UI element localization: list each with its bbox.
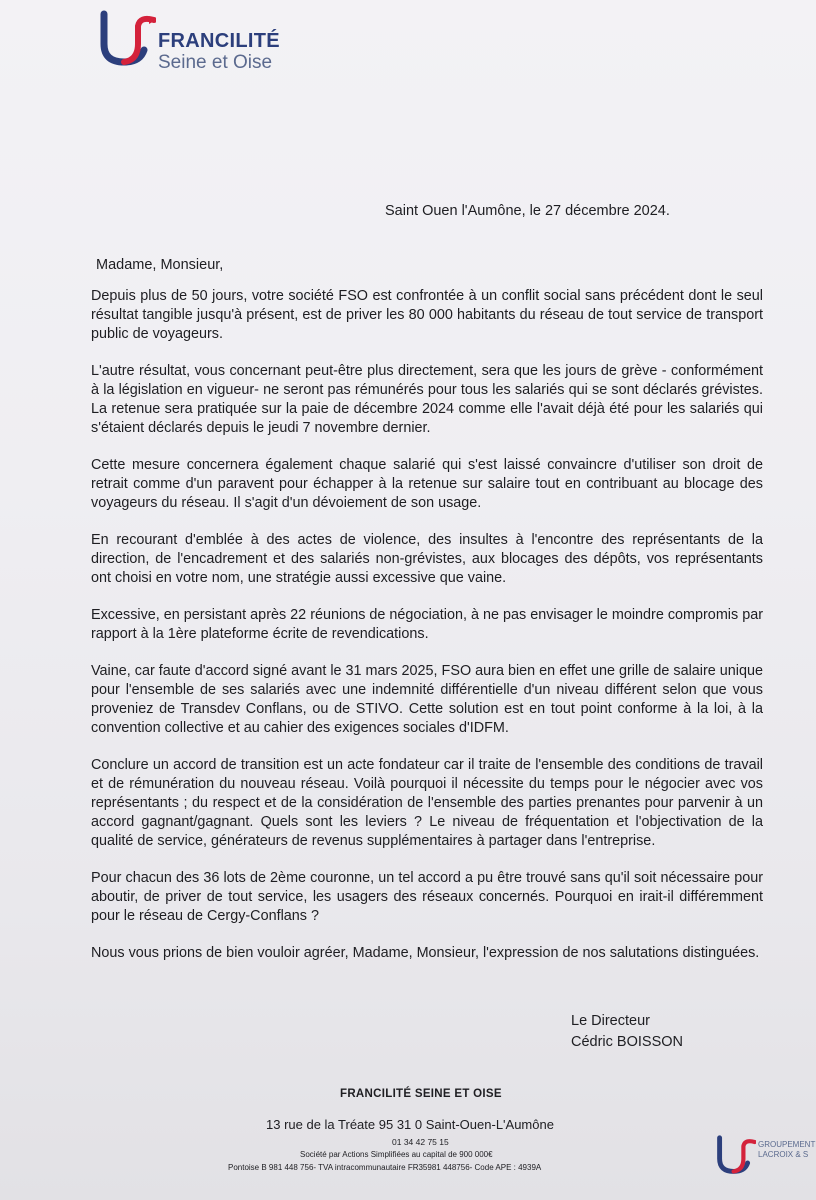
footer-legal: Société par Actions Simplifiées au capital de 900 000€	[300, 1150, 493, 1159]
footer-registry: Pontoise B 981 448 756- TVA intracommunautaire FR35981 448756- Code APE : 4939A	[228, 1163, 542, 1172]
signature-block	[571, 1011, 683, 1053]
paragraph: Depuis plus de 50 jours, votre société FSO est confrontée à un conflit social sans précédent dont le seul résultat tangible jusqu'à présent, est de priver les 80 000 habitants du réseau de tout service de transport public de voyageurs.	[91, 288, 763, 342]
footer-address: 13 rue de la Tréate 95 31 0 Saint-Ouen-L'Aumône	[266, 1117, 554, 1132]
logo-name-line1: FRANCILITÉ	[158, 30, 280, 52]
paragraph: Pour chacun des 36 lots de 2ème couronne, un tel accord a pu être trouvé sans qu'il soit nécessaire pour aboutir, de priver de tout service, les usagers des réseaux concernés. Pourquoi en irait-il différemment pour le réseau de Cergy-Conflans ?	[91, 870, 763, 924]
letter-body	[91, 287, 763, 981]
signature-name: Cédric BOISSON	[571, 1034, 683, 1050]
paragraph: En recourant d'emblée à des actes de violence, des insultes à l'encontre des représentants de la direction, de l'encadrement et des salariés non-grévistes, aux blocages des dépôts, vos représentants ont choisi en votre nom, une stratégie aussi excessive que vaine.	[91, 532, 763, 586]
footer-company: FRANCILITÉ SEINE ET OISE	[340, 1088, 502, 1100]
signature-title: Le Directeur	[571, 1013, 650, 1029]
date-line: Saint Ouen l'Aumône, le 27 décembre 2024.	[385, 203, 670, 219]
closing-paragraph: Nous vous prions de bien vouloir agréer, Madame, Monsieur, l'expression de nos salutations distinguées.	[91, 945, 760, 961]
group-logo	[714, 1134, 816, 1184]
group-logo-line2: LACROIX & S	[758, 1150, 809, 1159]
paragraph: L'autre résultat, vous concernant peut-être plus directement, sera que les jours de grève - conformément à la législation en vigueur- ne seront pas rémunérés pour tous les salariés qui se sont déclarés grévistes. La retenue sera pratiquée sur la paie de décembre 2024 comme elle l'avait déjà été pour les salariés qui s'étaient déclarés depuis le jeudi 7 novembre dernier.	[91, 363, 763, 436]
footer-phone: 01 34 42 75 15	[392, 1137, 449, 1147]
paragraph: Excessive, en persistant après 22 réunions de négociation, à ne pas envisager le moindre compromis par rapport à la 1ère plateforme écrite de revendications.	[91, 607, 763, 642]
francilite-logo	[96, 10, 316, 72]
groupement-logo-icon	[714, 1134, 756, 1178]
paragraph: Vaine, car faute d'accord signé avant le 31 mars 2025, FSO aura bien en effet une grille de salaire unique pour l'ensemble de ses salariés avec une indemnité différentielle d'un niveau différent selon que vous proveniez de Transdev Conflans, ou de STIVO. Cette solution est en tout point conforme à la loi, à la convention collective et au cahier des exigences sociales d'IDFM.	[91, 663, 763, 736]
salutation: Madame, Monsieur,	[96, 257, 224, 273]
group-logo-line1: GROUPEMENT	[758, 1140, 816, 1149]
paragraph: Cette mesure concernera également chaque salarié qui s'est laissé convaincre d'utiliser son droit de retrait comme d'un paravent pour échapper à la retenue sur salaire tout en contribuant au blocage des voyageurs du réseau. Il s'agit d'un dévoiement de son usage.	[91, 457, 763, 511]
paragraph: Conclure un accord de transition est un acte fondateur car il traite de l'ensemble des conditions de travail et de rémunération du nouveau réseau. Voilà pourquoi il nécessite du temps pour le négocier avec vos représentants ; du respect et de la considération de l'ensemble des parties prenantes pour parvenir à un accord gagnant/gagnant. Quels sont les leviers ? Le niveau de fréquentation et l'objectivation de la qualité de service, générateurs de revenus supplémentaires à partager dans l'entreprise.	[91, 757, 763, 849]
francilite-logo-icon	[96, 10, 156, 70]
logo-name-line2: Seine et Oise	[158, 52, 273, 73]
